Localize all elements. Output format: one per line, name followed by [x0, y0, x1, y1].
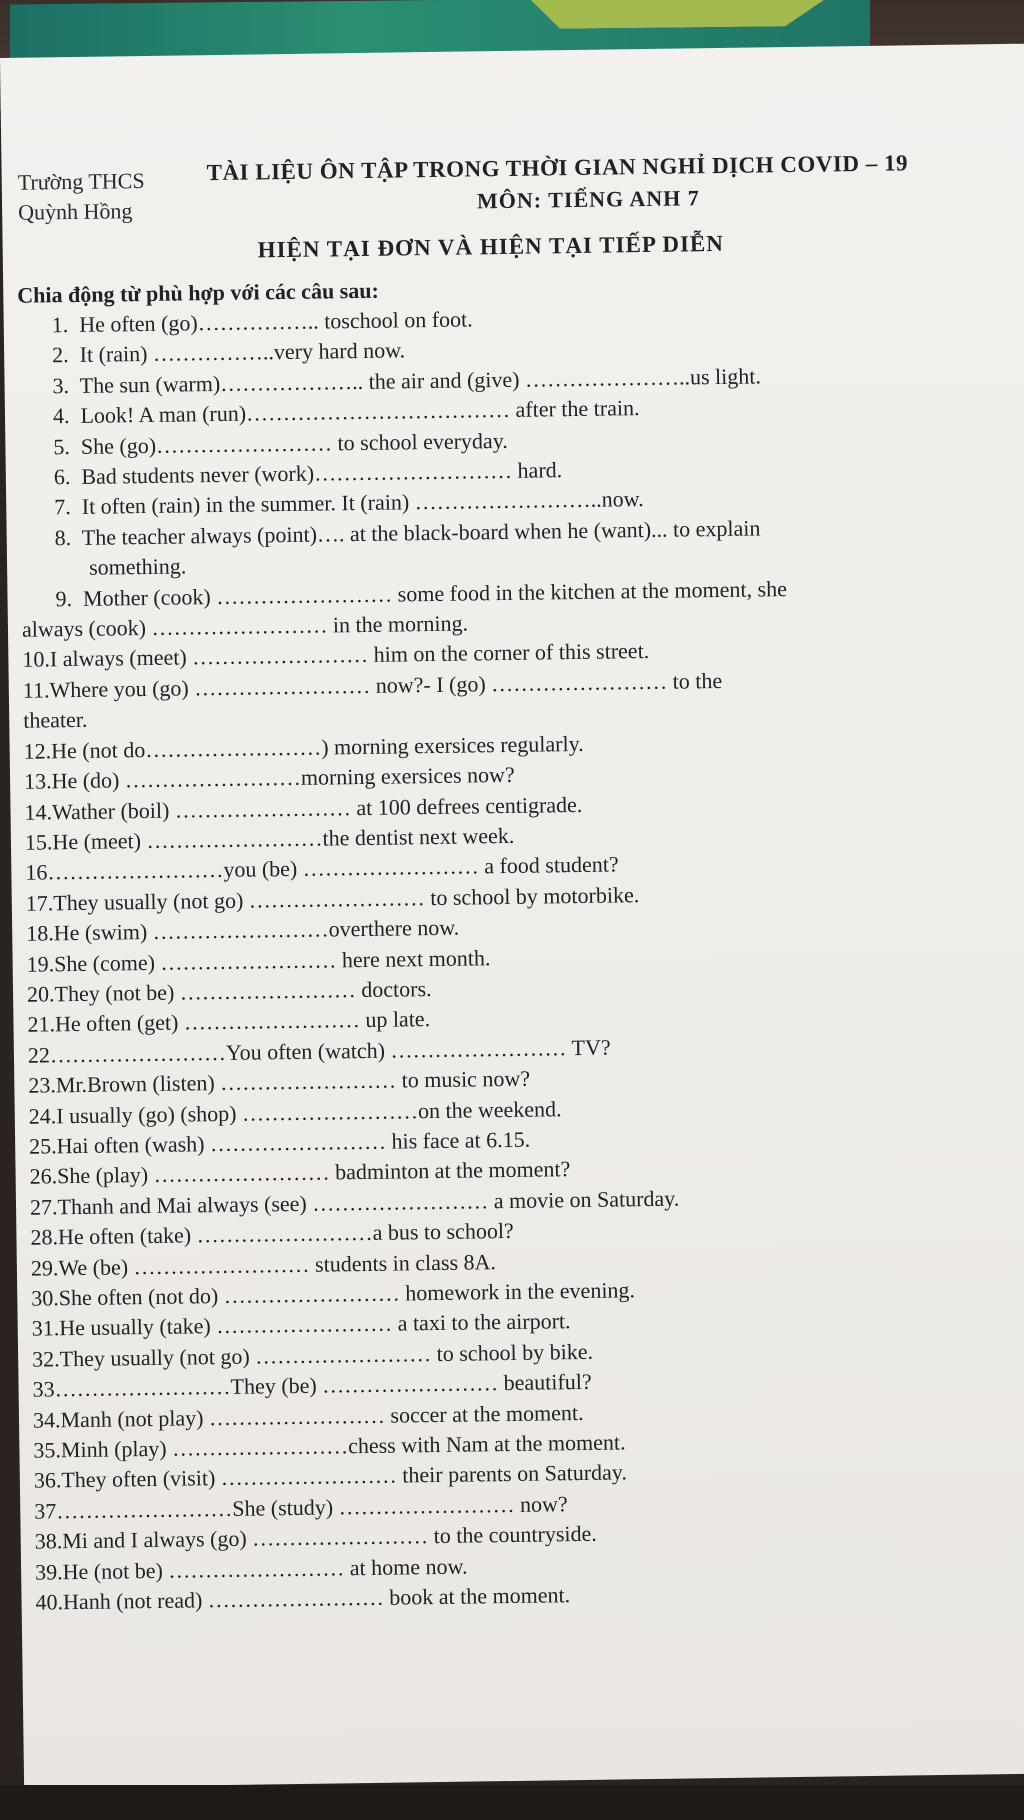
exercise-item: 27.Thanh and Mai always (see) …………………… a movie on Saturday. [29, 1185, 680, 1220]
exercise-item: 26.She (play) …………………… badminton at the moment? [29, 1156, 571, 1190]
exercise-item: 11.Where you (go) …………………… now?- I (go) …………………… to the [22, 667, 723, 703]
exercise-item: 35.Minh (play) ……………………chess with Nam at the moment. [33, 1429, 626, 1463]
exercise-item: 12.He (not do……………………) morning exersices regularly. [23, 730, 584, 764]
exercise-item: 36.They often (visit) …………………… their parents on Saturday. [33, 1459, 628, 1494]
exercise-item-continuation: always (cook) …………………… in the morning. [21, 610, 469, 642]
exercise-item: 23.Mr.Brown (listen) …………………… to music now? [28, 1065, 531, 1098]
exercise-item: 24.I usually (go) (shop) ……………………on the weekend. [28, 1095, 562, 1129]
instruction-text: Chia động từ phù hợp với các câu sau: [17, 277, 380, 308]
exercise-item: 33……………………They (be) …………………… beautiful? [32, 1369, 592, 1402]
exercise-item: 30.She often (not do) …………………… homework in the evening. [31, 1277, 636, 1311]
exercise-item: 22……………………You often (watch) …………………… TV? [27, 1034, 611, 1068]
exercise-item: 32.They usually (not go) …………………… to school by bike. [31, 1338, 594, 1372]
exercise-item: 13.He (do) ……………………morning exersices now? [23, 761, 515, 794]
exercise-item: 14.Wather (boil) …………………… at 100 defrees centigrade. [24, 791, 583, 825]
exercise-item: 1. He often (go)…………….. toschool on foot. [51, 306, 473, 338]
exercise-item: 21.He often (get) …………………… up late. [27, 1006, 431, 1038]
exercise-item: 6. Bad students never (work)……………………… hard. [53, 457, 563, 490]
school-name [18, 166, 146, 228]
exercise-item: 17.They usually (not go) …………………… to school by motorbike. [25, 881, 640, 916]
exercise-item: 2. It (rain) ……………..very hard now. [51, 337, 406, 368]
topic-heading: HIỆN TẠI ĐƠN VÀ HIỆN TẠI TIẾP DIỄN [257, 230, 725, 263]
worksheet-page [0, 44, 1024, 1788]
exercise-item: 34.Manh (not play) …………………… soccer at the moment. [32, 1399, 584, 1433]
exercise-item: 7. It often (rain) in the summer. It (rain) ……………………..now. [54, 486, 644, 520]
exercise-item: 9. Mother (cook) …………………… some food in the kitchen at the moment, she [55, 575, 788, 611]
exercise-item: 28.He often (take) ……………………a bus to school? [30, 1218, 514, 1250]
exercise-item: 39.He (not be) …………………… at home now. [34, 1553, 468, 1585]
exercise-item: 15.He (meet) ……………………the dentist next week. [24, 822, 515, 855]
exercise-item: 20.They (not be) …………………… doctors. [26, 976, 432, 1007]
background-desk-bottom [0, 1785, 1024, 1820]
exercise-item: 5. She (go)…………………… to school everyday. [53, 427, 508, 459]
school-line-2: Quỳnh Hồng [17, 198, 133, 225]
exercise-list [18, 297, 1024, 1618]
exercise-item: 18.He (swim) ……………………overthere now. [26, 914, 460, 946]
exercise-item-continuation: something. [88, 553, 187, 581]
exercise-item: 10.I always (meet) …………………… him on the corner of this street. [22, 638, 650, 673]
document-title: TÀI LIỆU ÔN TẬP TRONG THỜI GIAN NGHỈ DỊCH COVID – 19 [206, 150, 909, 186]
exercise-item: 37……………………She (study) …………………… now? [34, 1491, 568, 1524]
exercise-item: 19.She (come) …………………… here next month. [26, 944, 491, 977]
exercise-item: 40.Hanh (not read) …………………… book at the moment. [35, 1582, 571, 1615]
exercise-item: 25.Hai often (wash) …………………… his face at 6.15. [29, 1126, 531, 1159]
school-line-1: Trường THCS [17, 167, 145, 195]
exercise-item: 31.He usually (take) …………………… a taxi to the airport. [31, 1308, 571, 1342]
exercise-item: 29.We (be) …………………… students in class 8A. [30, 1248, 497, 1281]
exercise-item: 8. The teacher always (point)…. at the black-board when he (want)... to explain [54, 515, 761, 551]
exercise-item-continuation: theater. [23, 707, 88, 734]
book-stripe [530, 0, 830, 29]
exercise-item: 4. Look! A man (run)……………………………… after the train. [52, 395, 640, 429]
subject-label: MÔN: TIẾNG ANH 7 [476, 185, 700, 214]
exercise-item: 16……………………you (be) …………………… a food student? [25, 851, 619, 886]
exercise-item: 38.Mi and I always (go) …………………… to the countryside. [34, 1521, 597, 1554]
exercise-item: 3. The sun (warm)……………….. the air and (give) …………………..us light. [52, 363, 762, 399]
